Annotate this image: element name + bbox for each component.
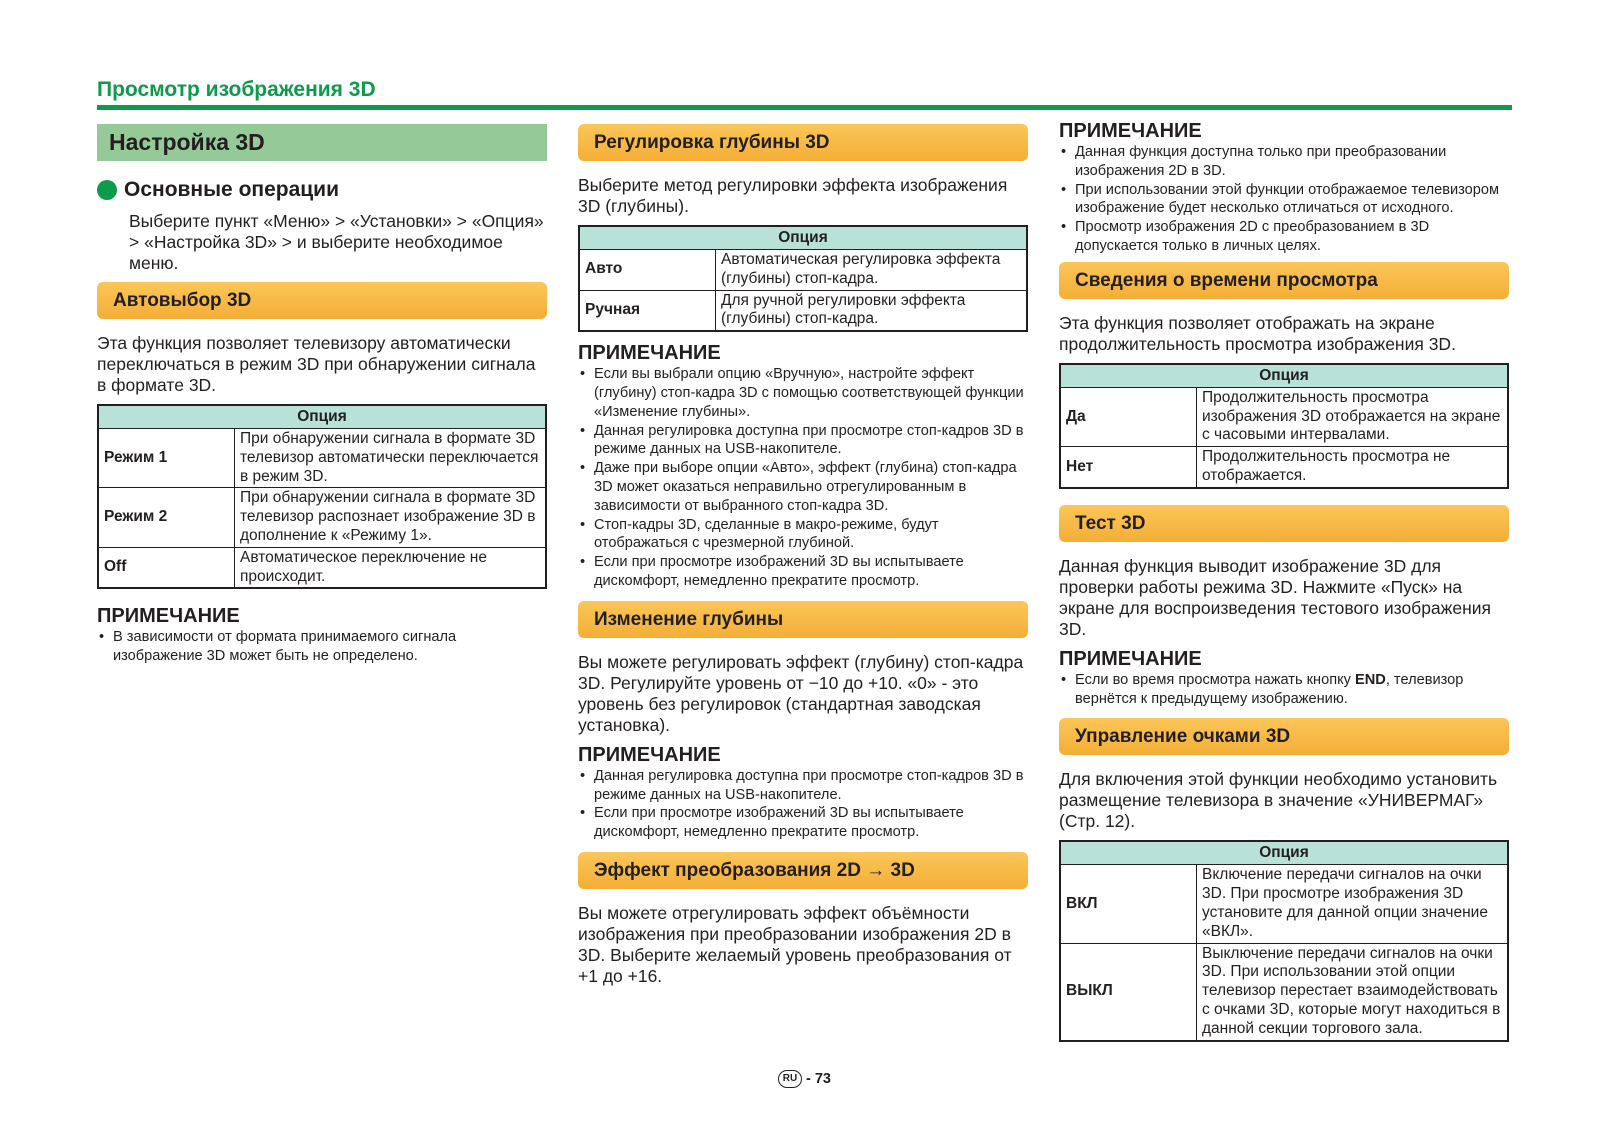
note-title: ПРИМЕЧАНИЕ	[1059, 647, 1202, 670]
note-item: • Если вы выбрали опцию «Вручную», настройте эффект (глубину) стоп-кадра 3D с помощью соответствующей функции «Изменение глубины».	[578, 365, 1028, 421]
note-item: • Даже при выборе опции «Авто», эффект (глубина) стоп-кадра 3D может оказаться неправильно отрегулированным в зависимости от выбранного стоп-кадра 3D.	[578, 459, 1028, 515]
note-title: ПРИМЕЧАНИЕ	[1059, 120, 1202, 142]
language-badge-icon: RU	[778, 1070, 802, 1088]
depth-adjust-text: Выберите метод регулировки эффекта изображения 3D (глубины).	[578, 175, 1008, 216]
note-item: • Данная функция доступна только при преобразовании изображения 2D в 3D.	[1059, 143, 1509, 181]
option-value: Включение передачи сигналов на очки 3D. При просмотре изображения 3D установите для данной опции значение «ВКЛ».	[1197, 865, 1509, 943]
test-3d-text: Данная функция выводит изображение 3D для проверки работы режима 3D. Нажмите «Пуск» на экране для воспроизведения тестового изображения 3D.	[1059, 555, 1492, 639]
column-3	[1059, 120, 1509, 1058]
option-key: Режим 2	[98, 488, 235, 547]
viewing-time-text: Эта функция позволяет отображать на экране продолжительность просмотра изображения 3D.	[1059, 312, 1456, 354]
option-key: ВКЛ	[1060, 865, 1197, 943]
auto-3d-text: Эта функция позволяет телевизору автоматически переключаться в режим 3D при обнаружении сигнала в формате 3D.	[97, 333, 536, 395]
option-key: Нет	[1060, 447, 1197, 488]
table-row	[98, 547, 546, 588]
note-item: • Если при просмотре изображений 3D вы испытываете дискомфорт, немедленно прекратите просмотр.	[578, 553, 1028, 591]
table-header: Опция	[98, 405, 546, 429]
glasses-table	[1059, 840, 1509, 1041]
column-1	[97, 124, 547, 676]
option-value: При обнаружении сигнала в формате 3D телевизор автоматически переключается в режим 3D.	[235, 429, 547, 488]
note-item: • Данная регулировка доступна при просмотре стоп-кадров 3D в режиме данных на USB-накопителе.	[578, 422, 1028, 460]
option-key: Режим 1	[98, 429, 235, 488]
note-item	[1059, 671, 1509, 709]
column-2	[578, 124, 1028, 995]
header-rule	[97, 105, 1512, 110]
green-bullet-icon	[97, 180, 117, 200]
main-title: Настройка 3D	[97, 124, 547, 161]
end-key-label: END	[1355, 671, 1386, 688]
page-section-title: Просмотр изображения 3D	[97, 78, 376, 101]
section-bar-auto-3d: Автовыбор 3D	[97, 282, 547, 319]
option-value: Автоматическое переключение не происходит.	[235, 547, 547, 588]
option-value: При обнаружении сигнала в формате 3D телевизор распознает изображение 3D в дополнение к «Режиму 1».	[235, 488, 547, 547]
note-title: ПРИМЕЧАНИЕ	[97, 605, 240, 628]
option-key: ВЫКЛ	[1060, 943, 1197, 1040]
option-value: Выключение передачи сигналов на очки 3D. При использовании этой опции телевизор перестает взаимодействовать с очками 3D, которые могут находиться в данной секции торгового зала.	[1197, 943, 1509, 1040]
table-header: Опция	[1060, 841, 1508, 865]
glasses-text: Для включения этой функции необходимо установить размещение телевизора в значение «УНИВЕРМАГ» (Стр. 12).	[1059, 769, 1498, 832]
section-bar-2d-3d-conversion: Эффект преобразования 2D → 3D	[578, 852, 1028, 889]
section-bar-depth-adjust: Регулировка глубины 3D	[578, 124, 1028, 161]
section-bar-test-3d: Тест 3D	[1059, 505, 1509, 542]
page-footer	[778, 1070, 831, 1088]
note-list	[578, 365, 1028, 591]
auto-3d-table	[97, 404, 547, 589]
basic-ops-heading-text: Основные операции	[124, 178, 339, 201]
option-value: Продолжительность просмотра изображения 3D отображается на экране с часовыми интервалами.	[1197, 387, 1509, 446]
note-item: • Просмотр изображения 2D с преобразованием в 3D допускается только в личных целях.	[1059, 218, 1509, 256]
basic-ops-heading	[97, 175, 547, 205]
table-row	[579, 250, 1027, 291]
note-text-before: Если во время просмотра нажать кнопку	[1075, 671, 1355, 688]
note-item: • В зависимости от формата принимаемого сигнала изображение 3D может быть не определено.	[97, 628, 547, 666]
option-value: Для ручной регулировки эффекта (глубины) стоп-кадра.	[716, 290, 1028, 331]
table-row	[579, 290, 1027, 331]
note-title: ПРИМЕЧАНИЕ	[578, 342, 721, 365]
table-row	[98, 488, 546, 547]
table-row	[1060, 387, 1508, 446]
table-row	[1060, 865, 1508, 943]
note-list	[1059, 671, 1509, 709]
table-header: Опция	[579, 226, 1027, 250]
section-bar-depth-change: Изменение глубины	[578, 601, 1028, 638]
table-row	[1060, 447, 1508, 488]
note-item: • Стоп-кадры 3D, сделанные в макро-режиме, будут отображаться с чрезмерной глубиной.	[578, 516, 1028, 554]
page-number: - 73	[806, 1071, 831, 1087]
option-value: Продолжительность просмотра не отображается.	[1197, 447, 1509, 488]
note-list	[578, 767, 1028, 842]
basic-ops-text: Выберите пункт «Меню» > «Установки» > «Опция» > «Настройка 3D» > и выберите необходимое меню.	[129, 211, 544, 273]
table-row	[98, 429, 546, 488]
conversion-text: Вы можете отрегулировать эффект объёмности изображения при преобразовании изображения 2D в 3D. Выберите желаемый уровень преобразования от +1 до +16.	[578, 902, 1012, 986]
table-header: Опция	[1060, 364, 1508, 388]
note-item: • При использовании этой функции отображаемое телевизором изображение будет несколько отличаться от исходного.	[1059, 181, 1509, 219]
viewing-time-table	[1059, 363, 1509, 489]
note-list	[1059, 143, 1509, 256]
page-header	[97, 76, 1512, 110]
section-bar-glasses-control: Управление очками 3D	[1059, 718, 1509, 755]
note-title: ПРИМЕЧАНИЕ	[578, 743, 721, 766]
depth-change-text: Вы можете регулировать эффект (глубину) стоп-кадра 3D. Регулируйте уровень от −10 до +10. «0» - это уровень без регулировок (стандартная заводская установка).	[578, 651, 1024, 735]
option-key: Авто	[579, 250, 716, 291]
option-key: Ручная	[579, 290, 716, 331]
note-list	[97, 628, 547, 666]
depth-adjust-table	[578, 225, 1028, 332]
option-key: Off	[98, 547, 235, 588]
section-bar-viewing-time: Сведения о времени просмотра	[1059, 262, 1509, 299]
table-row	[1060, 943, 1508, 1040]
note-text-after: , телевизор вернётся к предыдущему изображению.	[1075, 671, 1464, 707]
option-value: Автоматическая регулировка эффекта (глубины) стоп-кадра.	[716, 250, 1028, 291]
note-item: • Данная регулировка доступна при просмотре стоп-кадров 3D в режиме данных на USB-накопителе.	[578, 767, 1028, 805]
option-key: Да	[1060, 387, 1197, 446]
note-item: • Если при просмотре изображений 3D вы испытываете дискомфорт, немедленно прекратите просмотр.	[578, 804, 1028, 842]
